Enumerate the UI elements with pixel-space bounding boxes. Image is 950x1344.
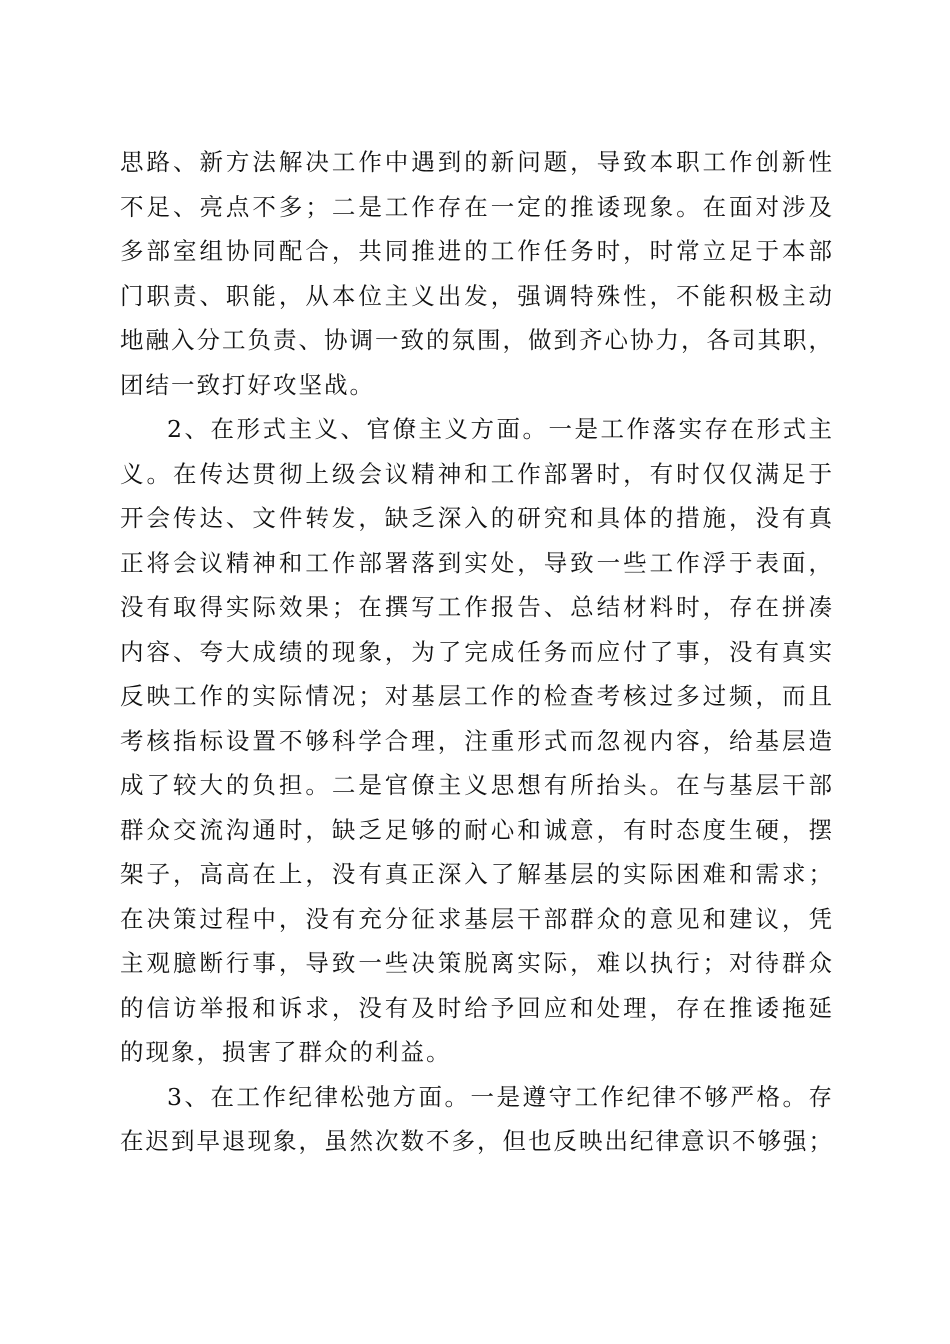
text-line: 在决策过程中，没有充分征求基层干部群众的意见和建议，凭 [120,904,834,933]
text-line: 义。在传达贯彻上级会议精神和工作部署时，有时仅仅满足于 [120,459,834,488]
text-line: 群众交流沟通时，缺乏足够的耐心和诚意，有时态度生硬，摆 [120,815,834,844]
text-line: 的信访举报和诉求，没有及时给予回应和处理，存在推诿拖延 [120,993,834,1022]
text-line: 成了较大的负担。二是官僚主义思想有所抬头。在与基层干部 [120,771,834,799]
text-line: 门职责、职能，从本位主义出发，强调特殊性，不能积极主动 [120,281,834,310]
text-line: 多部室组协同配合，共同推进的工作任务时，时常立足于本部 [120,237,834,265]
text-line: 正将会议精神和工作部署落到实处，导致一些工作浮于表面， [120,548,834,577]
text-line: 的现象，损害了群众的利益。 [120,1038,452,1066]
text-line: 地融入分工负责、协调一致的氛围，做到齐心协力，各司其职， [120,326,834,354]
text-line: 反映工作的实际情况；对基层工作的检查考核过多过频，而且 [120,682,834,710]
text-line: 没有取得实际效果；在撰写工作报告、总结材料时，存在拼凑 [120,593,834,621]
paragraph-start: 3、在工作纪律松弛方面。一是遵守工作纪律不够严格。存 [167,1082,834,1111]
text-line: 团结一致打好攻坚战。 [120,370,375,399]
text-line: 内容、夸大成绩的现象，为了完成任务而应付了事，没有真实 [120,637,834,666]
paragraph-start: 2、在形式主义、官僚主义方面。一是工作落实存在形式主 [167,415,834,443]
text-line: 不足、亮点不多；二是工作存在一定的推诿现象。在面对涉及 [120,192,834,221]
text-line: 思路、新方法解决工作中遇到的新问题，导致本职工作创新性 [120,148,834,176]
text-line: 主观臆断行事，导致一些决策脱离实际，难以执行；对待群众 [120,949,834,977]
text-line: 在迟到早退现象，虽然次数不多，但也反映出纪律意识不够强； [120,1127,834,1155]
text-line: 考核指标设置不够科学合理，注重形式而忽视内容，给基层造 [120,726,834,755]
text-line: 开会传达、文件转发，缺乏深入的研究和具体的措施，没有真 [120,504,834,532]
text-line: 架子，高高在上，没有真正深入了解基层的实际困难和需求； [120,860,834,888]
document-body [120,140,834,1164]
